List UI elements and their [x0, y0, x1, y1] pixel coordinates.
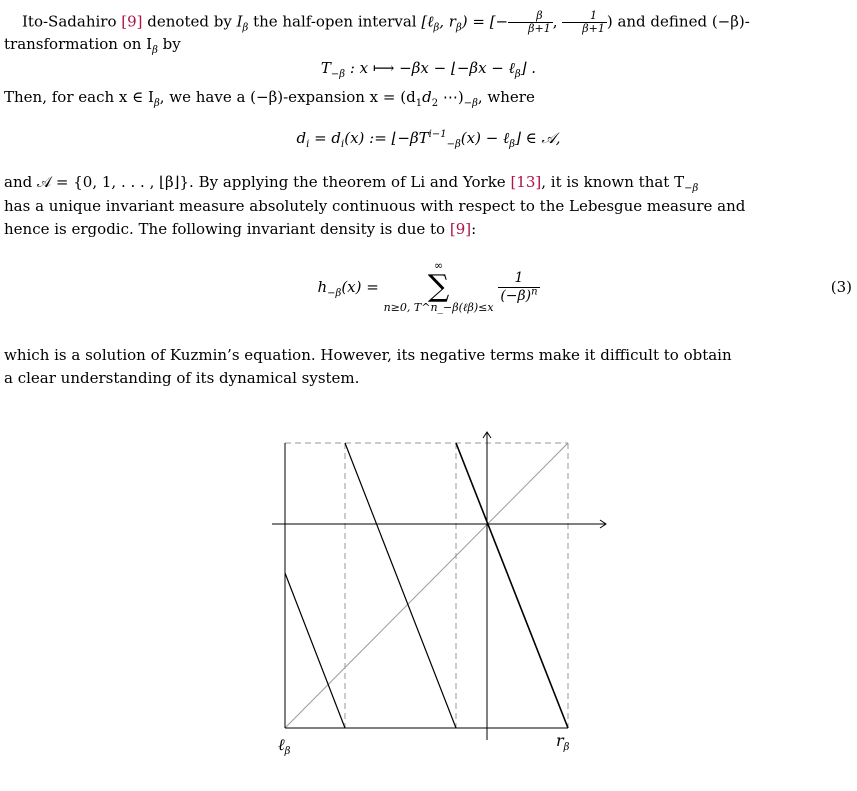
- citation-13[interactable]: [13]: [510, 173, 542, 191]
- math-sub: −β: [327, 288, 342, 299]
- math-I: I: [236, 12, 243, 31]
- equation-transformation: [0, 58, 857, 78]
- citation-9[interactable]: [9]: [121, 12, 143, 31]
- math-sub: 1: [415, 98, 423, 109]
- branch-1: [285, 573, 345, 728]
- paragraph-1: Ito-Sadahiro [9] denoted by $I_\beta$ the half-open interval [ℓ$_\beta$, $r_\beta$) = [− $\frac{\beta}{\beta+1}$ , $\frac{1}{\beta+1}$ ) and defined (−β)-: [22, 9, 750, 35]
- text-span: , where: [477, 88, 535, 106]
- math-T: T: [320, 59, 331, 77]
- frac-num: 1: [498, 270, 539, 288]
- text-span: Then, for each x ∈ I: [4, 88, 154, 106]
- math-interval: [ℓ: [421, 12, 434, 31]
- figure-map-graph: [250, 420, 610, 765]
- math-body: = d: [309, 129, 342, 147]
- frac-num: 1: [562, 10, 607, 23]
- paragraph-3: [4, 172, 852, 192]
- math-body: (x) − ℓ: [460, 129, 510, 147]
- math-interval: ) = [−: [461, 12, 509, 31]
- text-span: ) and defined (−β)-: [606, 12, 750, 31]
- equation-digits: [0, 128, 857, 148]
- text-span: denoted by: [142, 12, 237, 31]
- math-end: ⌋ .: [520, 59, 537, 77]
- math-sub: −β: [330, 69, 346, 80]
- text-span: which is a solution of Kuzmin’s equation. However, its negative terms make it difficult to obtain: [4, 346, 732, 364]
- text-span: , we have a (−β)-expansion x = (d: [159, 88, 416, 106]
- frac-den: β+1: [582, 22, 605, 35]
- frac-den: β+1: [528, 22, 551, 35]
- math-sub: i: [341, 139, 345, 150]
- branch-3: [456, 443, 568, 728]
- math-h: h: [317, 278, 328, 296]
- frac-num: β: [508, 10, 553, 23]
- text-span: hence is ergodic. The following invariant density is due to: [4, 220, 450, 238]
- math-sub: 2: [431, 98, 439, 109]
- text-span: ⋯): [438, 88, 464, 106]
- math-sub: β: [455, 22, 462, 34]
- label-r-beta: $r_\beta$: [556, 731, 570, 753]
- paragraph-2: [4, 87, 852, 107]
- diagonal-line: [285, 443, 568, 728]
- fraction-1: [508, 10, 553, 35]
- text-span: the half-open interval: [248, 12, 422, 31]
- math-sub: −β: [684, 183, 699, 194]
- sum-symbol: ∑: [427, 269, 450, 304]
- math-sub: −β: [463, 98, 478, 109]
- math-sup: n: [531, 285, 538, 297]
- math-end: ⌋ ∈ 𝒜,: [515, 129, 561, 147]
- text-span: and 𝒜 = {0, 1, . . . , ⌊β⌋}. By applying the theorem of Li and Yorke: [4, 173, 511, 191]
- density-fraction: [498, 270, 539, 305]
- math-body: (x) := ⌊−βT: [344, 129, 429, 147]
- math-d: d: [296, 129, 307, 147]
- math-body: (x) =: [341, 278, 379, 296]
- math-d: d: [422, 88, 432, 106]
- math-sub: i: [306, 139, 310, 150]
- summation: [384, 260, 494, 314]
- text-span: :: [471, 220, 477, 238]
- math-sub: β: [509, 139, 516, 150]
- fraction-2: [562, 10, 607, 35]
- text-span: transformation on I: [4, 35, 153, 53]
- text-span: by: [157, 35, 181, 53]
- branch-2: [345, 443, 456, 728]
- text-span: a clear understanding of its dynamical system.: [4, 369, 360, 387]
- sum-lower-limit: n≥0, T^n_−β(ℓβ)≤x: [383, 301, 494, 314]
- sum-upper-limit: ∞: [433, 259, 444, 272]
- math-interval: , r: [439, 12, 456, 31]
- paragraph-4-line-2: [4, 368, 852, 388]
- math-sub: β: [152, 45, 158, 56]
- math-sub: β: [153, 98, 160, 109]
- math-sub: −β: [446, 139, 461, 150]
- math-sub: β: [242, 22, 249, 34]
- math-body: : x ⟼ −βx − ⌊−βx − ℓ: [345, 59, 515, 77]
- label-l-beta: ℓ$_\beta$: [278, 735, 291, 757]
- paragraph-3-line-3: [4, 219, 852, 239]
- math-sup: i−1: [428, 129, 447, 140]
- author-name: Ito-Sadahiro: [22, 12, 117, 31]
- paragraph-3-line-2: [4, 196, 852, 216]
- equation-density: [0, 252, 857, 322]
- paragraph-1-line-2: [4, 34, 852, 54]
- equation-number: (3): [830, 278, 852, 296]
- paragraph-4: [4, 345, 852, 365]
- frac-den: (−β): [500, 287, 532, 304]
- math-sub: β: [514, 69, 521, 80]
- math-sub: β: [433, 22, 440, 34]
- citation-9[interactable]: [9]: [449, 220, 472, 238]
- text-span: has a unique invariant measure absolutely continuous with respect to the Lebesgue measure and: [4, 197, 746, 215]
- text-span: , it is known that T: [541, 173, 685, 191]
